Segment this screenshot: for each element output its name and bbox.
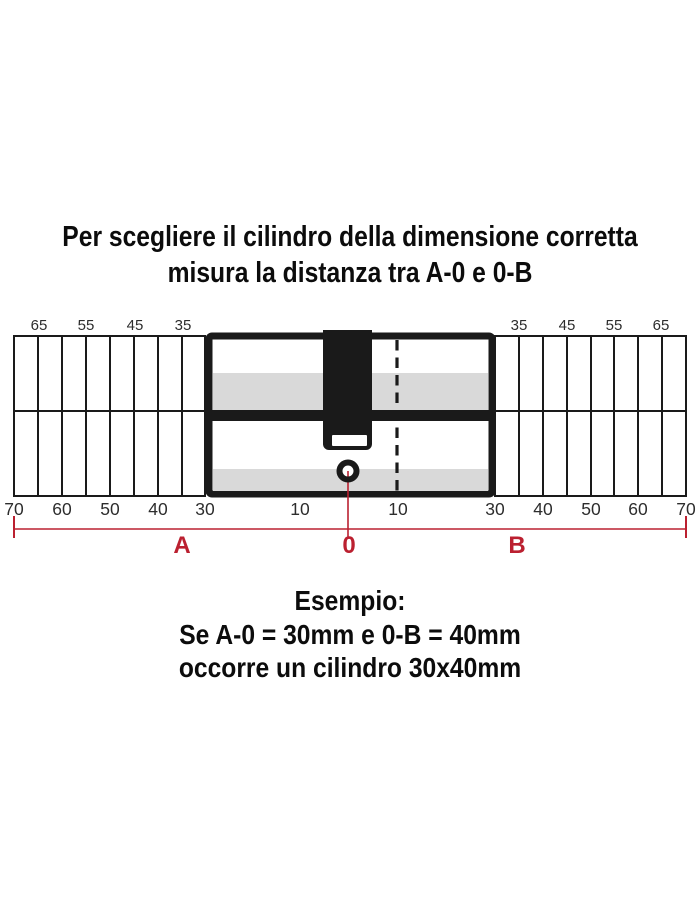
ruler-grid-right <box>495 336 686 496</box>
ruler-label-bottom: 70 <box>4 499 24 519</box>
title-line-2: misura la distanza tra A-0 e 0-B <box>167 257 533 289</box>
example-text <box>0 584 700 685</box>
ruler-label-top: 35 <box>174 317 192 334</box>
measure-label-a: A <box>173 532 191 559</box>
ruler-label-bottom: 50 <box>100 499 120 519</box>
ruler-grid-left <box>14 336 205 496</box>
ruler-label-bottom: 10 <box>388 499 408 519</box>
ruler-label-bottom: 40 <box>148 499 168 519</box>
ruler-label-bottom: 40 <box>533 499 553 519</box>
ruler-label-bottom: 60 <box>628 499 648 519</box>
example-line-2: occorre un cilindro 30x40mm <box>178 652 522 683</box>
ruler-label-bottom: 50 <box>581 499 601 519</box>
ruler-label-top: 65 <box>652 317 670 334</box>
ruler-label-top: 35 <box>510 317 528 334</box>
ruler-label-top: 45 <box>558 317 576 334</box>
ruler-label-bottom: 60 <box>52 499 72 519</box>
cylinder-body <box>205 330 495 494</box>
measure-label-zero: 0 <box>342 532 356 559</box>
ruler-label-top: 65 <box>30 317 48 334</box>
example-line-1: Se A-0 = 30mm e 0-B = 40mm <box>179 618 521 650</box>
ruler-label-bottom: 30 <box>195 499 215 519</box>
ruler-label-top: 55 <box>605 317 623 334</box>
ruler-label-top: 45 <box>126 317 144 334</box>
example-heading: Esempio: <box>294 585 406 616</box>
measure-label-b: B <box>508 532 526 559</box>
ruler-label-top: 55 <box>77 317 95 334</box>
ruler-label-bottom: 30 <box>485 499 505 519</box>
keyway-slot <box>332 435 367 446</box>
cam-block <box>323 330 372 450</box>
title-line-1: Per scegliere il cilindro della dimensione corretta <box>62 221 638 253</box>
ruler-label-bottom: 70 <box>676 499 696 519</box>
ruler-label-bottom: 10 <box>290 499 310 519</box>
